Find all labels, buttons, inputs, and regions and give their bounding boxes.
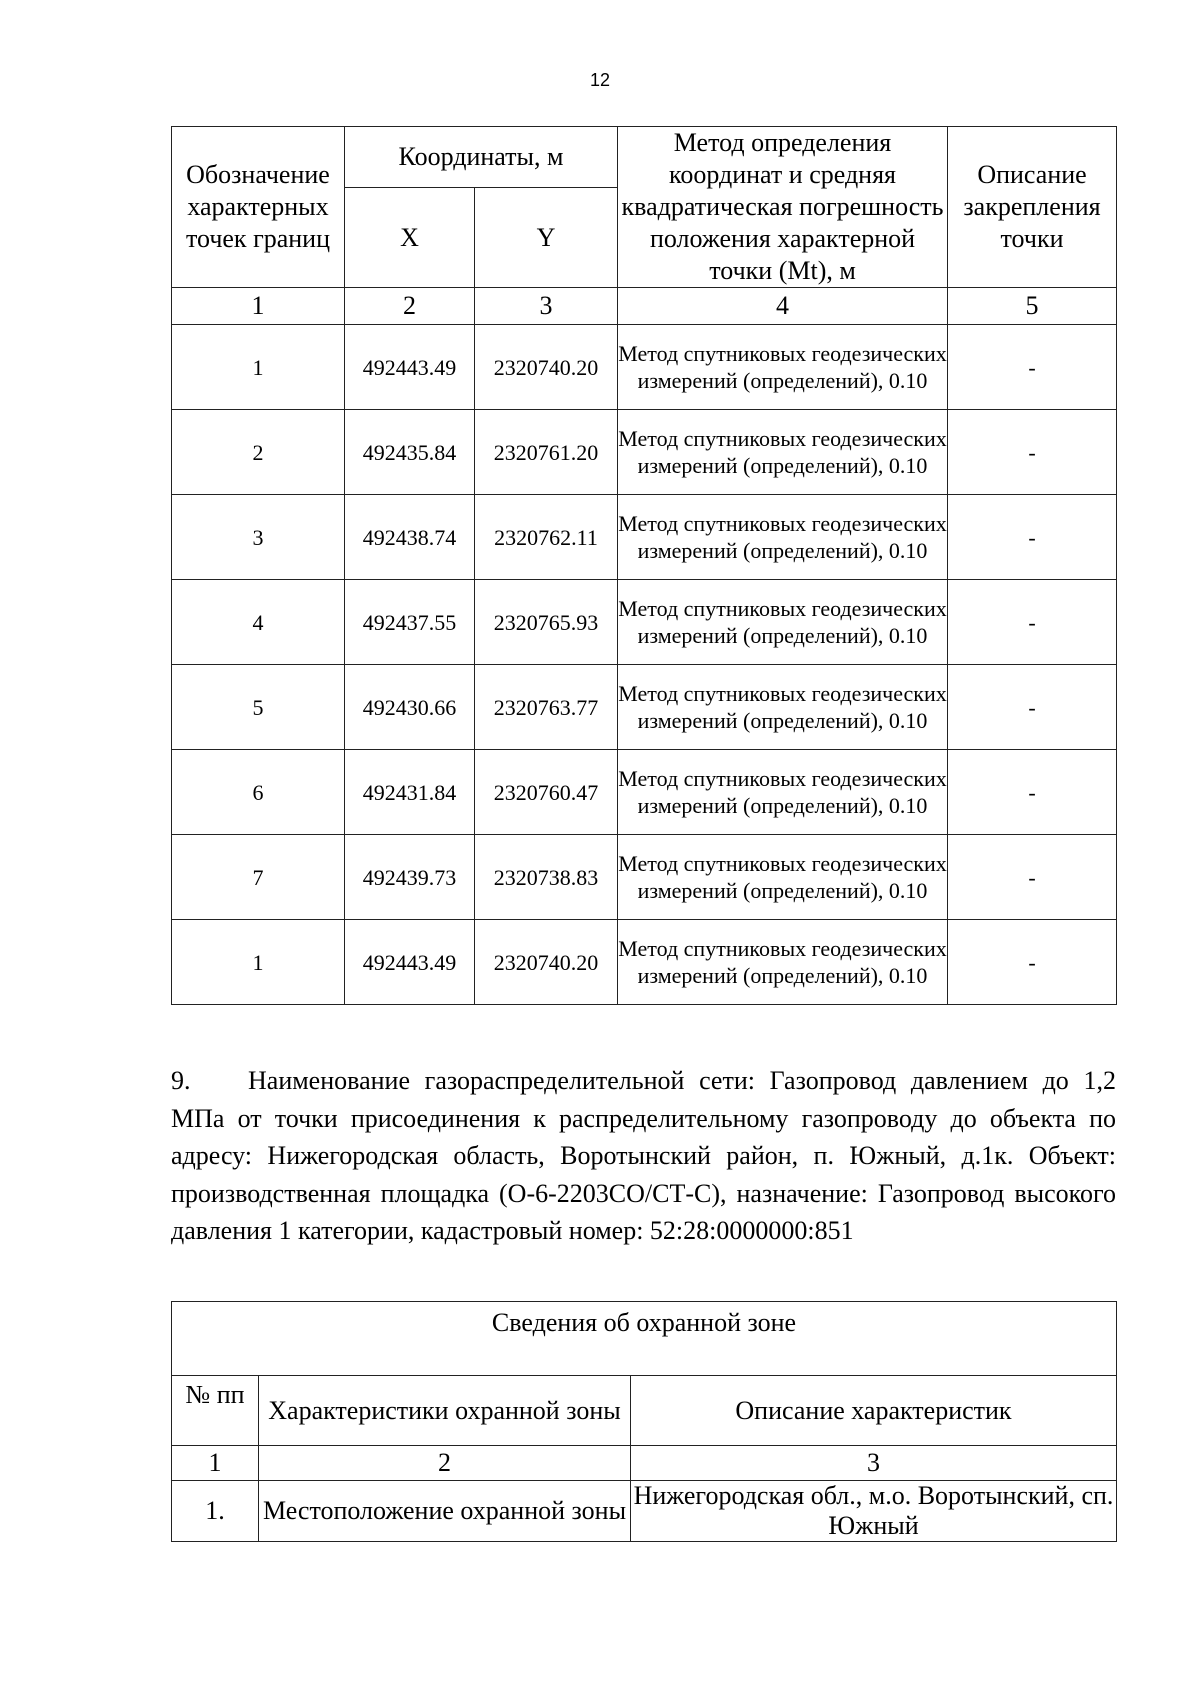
fixing-description: -	[948, 835, 1117, 920]
fixing-description: -	[948, 750, 1117, 835]
column-number: 2	[259, 1446, 631, 1481]
coordinate-x: 492435.84	[345, 410, 475, 495]
column-number: 5	[948, 288, 1117, 325]
method-description: Метод спутниковых геодезических измерений (определений), 0.10	[618, 750, 948, 835]
method-description: Метод спутниковых геодезических измерений (определений), 0.10	[618, 665, 948, 750]
coordinate-y: 2320765.93	[475, 580, 618, 665]
coordinates-rows	[172, 325, 1117, 1005]
method-description: Метод спутниковых геодезических измерений (определений), 0.10	[618, 920, 948, 1005]
coordinate-y: 2320760.47	[475, 750, 618, 835]
coordinate-x: 492438.74	[345, 495, 475, 580]
header-characteristics: Характеристики охранной зоны	[259, 1376, 631, 1446]
coordinate-y: 2320763.77	[475, 665, 618, 750]
header-row-number: № пп	[172, 1376, 259, 1446]
method-description: Метод спутниковых геодезических измерений (определений), 0.10	[618, 325, 948, 410]
point-number: 7	[172, 835, 345, 920]
point-number: 2	[172, 410, 345, 495]
column-number: 3	[631, 1446, 1117, 1481]
header-y: Y	[475, 188, 618, 288]
header-method: Метод определения координат и средняя квадратическая погрешность положения характерной точки (Mt), м	[618, 127, 948, 288]
zone-characteristic: Местоположение охранной зоны	[259, 1481, 631, 1542]
table-row	[172, 410, 1117, 495]
table-row	[172, 835, 1117, 920]
protection-zone-table	[171, 1301, 1117, 1542]
table-row	[172, 665, 1117, 750]
fixing-description: -	[948, 580, 1117, 665]
coordinate-y: 2320762.11	[475, 495, 618, 580]
point-number: 4	[172, 580, 345, 665]
coordinate-x: 492430.66	[345, 665, 475, 750]
coordinate-x: 492431.84	[345, 750, 475, 835]
fixing-description: -	[948, 665, 1117, 750]
table-row	[172, 325, 1117, 410]
header-designation: Обозначение характерных точек границ	[172, 127, 345, 288]
coordinate-y: 2320738.83	[475, 835, 618, 920]
zone-table-title: Сведения об охранной зоне	[172, 1302, 1117, 1376]
coordinate-x: 492439.73	[345, 835, 475, 920]
point-number: 1	[172, 325, 345, 410]
point-number: 1	[172, 920, 345, 1005]
page-number: 12	[589, 70, 611, 90]
column-number: 2	[345, 288, 475, 325]
table-row	[172, 580, 1117, 665]
column-number: 1	[172, 288, 345, 325]
section-number: 9.	[171, 1066, 191, 1095]
table-row	[172, 495, 1117, 580]
zone-description: Нижегородская обл., м.о. Воротынский, сп. Южный	[631, 1481, 1117, 1542]
column-number: 1	[172, 1446, 259, 1481]
coordinate-x: 492437.55	[345, 580, 475, 665]
coordinate-x: 492443.49	[345, 920, 475, 1005]
method-description: Метод спутниковых геодезических измерений (определений), 0.10	[618, 580, 948, 665]
coordinate-x: 492443.49	[345, 325, 475, 410]
point-number: 5	[172, 665, 345, 750]
coordinate-y: 2320740.20	[475, 920, 618, 1005]
section-text: Наименование газораспределительной сети: Газопровод давлением до 1,2 МПа от точки присоединения к распределительному газопроводу до объекта по адресу: Нижегородская область, Воротынский район, п. Южный, д.1к. Объект: производственная площадка (О-6-2203СО/СТ-С), назначение: Газопровод высокого давления 1 категории, кадастровый номер: 52:28:0000000:851	[171, 1066, 1116, 1245]
coordinate-y: 2320740.20	[475, 325, 618, 410]
section-9-paragraph	[171, 1062, 1116, 1250]
header-x: X	[345, 188, 475, 288]
table-row	[172, 920, 1117, 1005]
table-row	[172, 750, 1117, 835]
point-number: 3	[172, 495, 345, 580]
coordinate-y: 2320761.20	[475, 410, 618, 495]
header-description: Описание закрепления точки	[948, 127, 1117, 288]
method-description: Метод спутниковых геодезических измерений (определений), 0.10	[618, 835, 948, 920]
column-number: 4	[618, 288, 948, 325]
method-description: Метод спутниковых геодезических измерений (определений), 0.10	[618, 410, 948, 495]
fixing-description: -	[948, 920, 1117, 1005]
fixing-description: -	[948, 495, 1117, 580]
fixing-description: -	[948, 325, 1117, 410]
header-coordinates: Координаты, м	[345, 127, 618, 188]
method-description: Метод спутниковых геодезических измерений (определений), 0.10	[618, 495, 948, 580]
header-characteristic-description: Описание характеристик	[631, 1376, 1117, 1446]
coordinates-table	[171, 126, 1117, 1005]
fixing-description: -	[948, 410, 1117, 495]
column-number: 3	[475, 288, 618, 325]
point-number: 6	[172, 750, 345, 835]
zone-row-number: 1.	[172, 1481, 259, 1542]
